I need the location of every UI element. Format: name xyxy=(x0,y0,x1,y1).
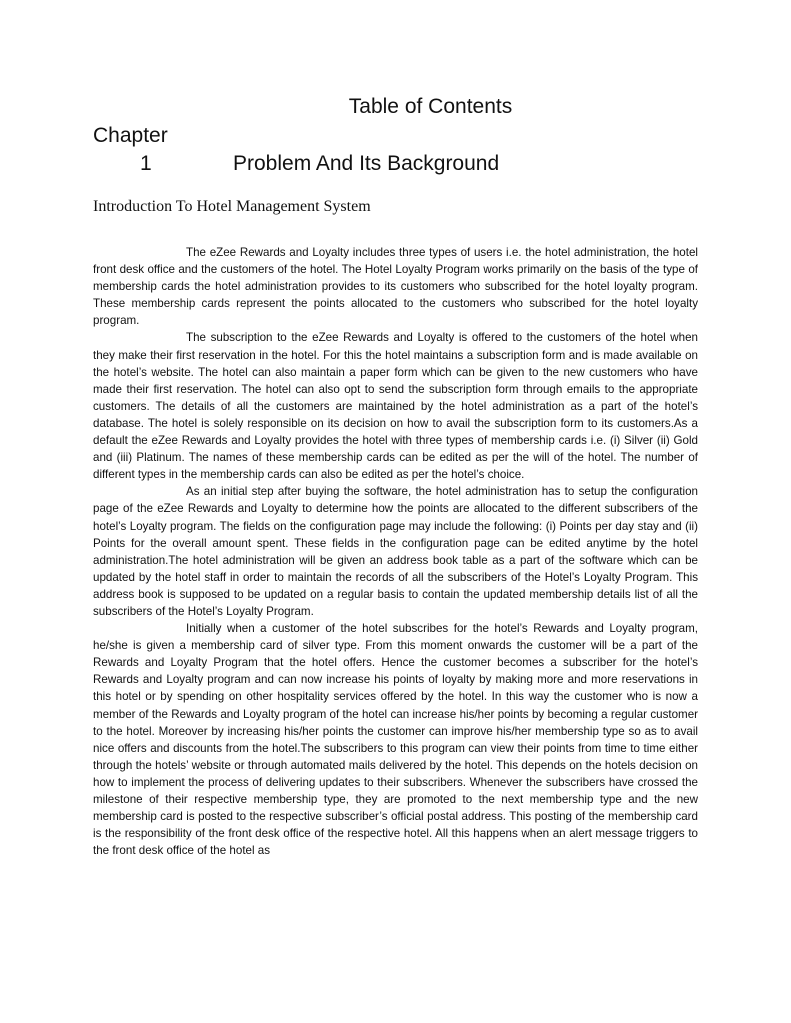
chapter-label: Chapter xyxy=(93,124,168,147)
section-heading: Introduction To Hotel Management System xyxy=(93,198,371,215)
toc-title: Table of Contents xyxy=(348,95,513,118)
paragraph-4: Initially when a customer of the hotel subscribes for the hotel’s Rewards and Loyalty program, he/she is given a membership card of silver type. From this moment onwards the customer will be a part of the Rewards and Loyalty Program that the hotel offers. Hence the customer becomes a subscriber for the hotel’s Rewards and Loyalty program and can now increase his points of loyalty by making more and more reservations in this hotel or by spending on other hospitality services offered by the hotel. In this way the customer who is now a member of the Rewards and Loyalty program of the hotel can increase his/her points by becoming a regular customer to the hotel. Moreover by increasing his/her points the customer can improve his/her membership type so as to avail nice offers and discounts from the hotel.The subscribers to this program can view their points from time to time either through the hotels’ website or through automated mails delivered by the hotel. This depends on the hotels decision on how to implement the process of delivering updates to their subscribers. Whenever the subscribers have crossed the milestone of their respective membership type, they are promoted to the next membership type and the new membership card is posted to the respective subscriber’s official postal address. This posting of the membership card is the responsibility of the front desk office of the respective hotel. All this happens when an alert message triggers to the front desk office of the hotel as xyxy=(93,622,698,858)
paragraph-3: As an initial step after buying the software, the hotel administration has to setup the configuration page of the eZee Rewards and Loyalty to determine how the points are allocated to the different subscribers of the hotel’s Loyalty program. The fields on the configuration page may include the following: (i) Points per day stay and (ii) Points for the overall amount spent. These fields in the configuration page can be edited anytime by the hotel administration.The hotel administration will be given an address book table as a part of the software which can be updated by the hotel staff in order to maintain the records of all the subscribers of the Hotel’s Loyalty Program. This address book is supposed to be updated on a regular basis to contain the updated membership details list of all the subscribers of the Hotel’s Loyalty Program. xyxy=(93,485,698,618)
paragraph-1: The eZee Rewards and Loyalty includes three types of users i.e. the hotel administration, the hotel front desk office and the customers of the hotel. The Hotel Loyalty Program works primarily on the basis of the type of membership cards the hotel administration provides to its customers who subscribed for the hotel loyalty program. These membership cards represent the points allocated to the customers who subscribed for the hotel loyalty program. xyxy=(93,246,698,328)
paragraph-2: The subscription to the eZee Rewards and Loyalty is offered to the customers of the hotel when they make their first reservation in the hotel. For this the hotel maintains a subscription form and is made available on the hotel’s website. The hotel can also maintain a paper form which can be given to the new customers who have made their first reservation. The hotel can also opt to send the subscription form through emails to the appropriate customers. The details of all the customers are maintained by the hotel administration as a part of the hotel’s database. The hotel is solely responsible on its decision on how to avail the subscription form to its customers.As a default the eZee Rewards and Loyalty provides the hotel with three types of membership cards i.e. (i) Silver (ii) Gold and (iii) Platinum. The names of these membership cards can be edited as per the will of the hotel. The number of different types in the membership cards can also be edited as per the hotel’s choice. xyxy=(93,331,698,482)
body-text xyxy=(93,244,698,859)
chapter-title: Problem And Its Background xyxy=(233,152,500,175)
chapter-number: 1 xyxy=(140,152,152,175)
